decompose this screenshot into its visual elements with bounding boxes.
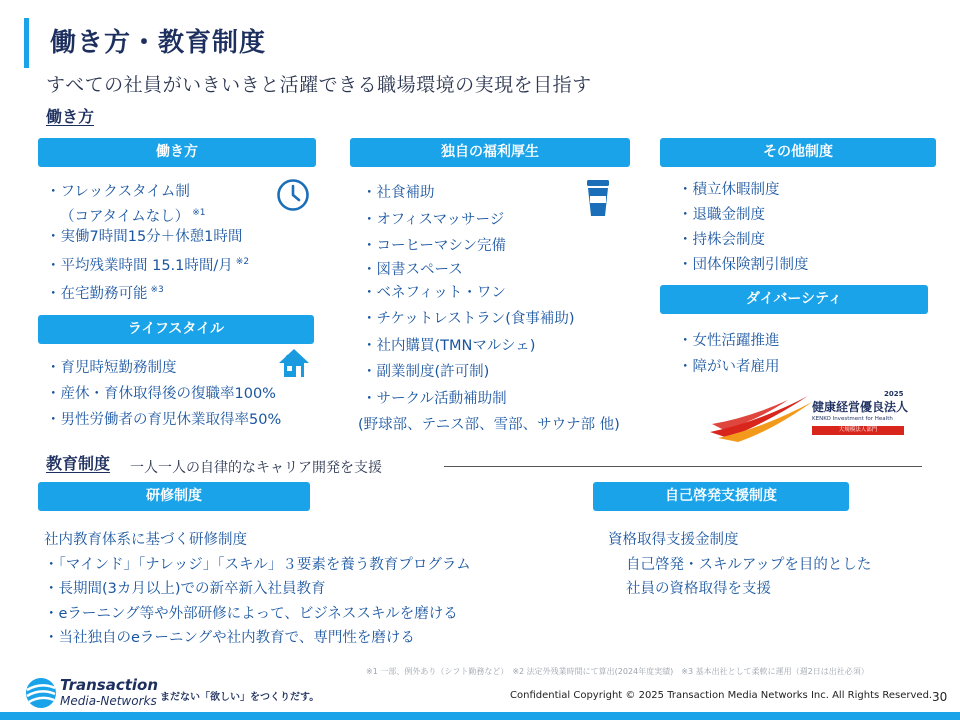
logo-line2: Media-Networks xyxy=(60,694,157,708)
footer-accent-line xyxy=(0,712,960,720)
list-item: ・コーヒーマシン完備 xyxy=(362,238,507,254)
copyright: Confidential Copyright © 2025 Transaction Media Networks Inc. All Rights Reserved. xyxy=(510,690,933,701)
list-item: ・女性活躍推進 xyxy=(678,333,780,349)
list-item: ・平均残業時間 15.1時間/月 $^{※2}$ xyxy=(46,256,250,274)
coffee-cup-icon xyxy=(584,178,612,218)
self-dev-label: 自己啓発支援制度 xyxy=(593,482,849,511)
list-item: 社員の資格取得を支援 xyxy=(626,581,771,597)
self-dev-list xyxy=(608,528,871,602)
badge-title: 健康経営優良法人 xyxy=(812,400,909,414)
badge-subtitle: KENKO Investment for Health xyxy=(812,416,893,422)
list-item: 社内教育体系に基づく研修制度 xyxy=(44,532,247,548)
list-item: ・団体保険割引制度 xyxy=(678,257,809,273)
page-title: 働き方・教育制度 xyxy=(50,28,267,58)
page-number: 30 xyxy=(932,690,948,704)
globe-logo-icon xyxy=(24,676,58,710)
list-item: ・オフィスマッサージ xyxy=(362,211,505,228)
list-item: ・社内購買(TMNマルシェ) xyxy=(362,337,536,354)
page-subtitle: すべての社員がいきいきと活躍できる職場環境の実現を目指す xyxy=(46,74,592,96)
list-item: ・「マインド」「ナレッジ」「スキル」３要素を養う教育プログラム xyxy=(44,556,471,573)
list-item: ・育児時短勤務制度 xyxy=(46,360,177,376)
work-style-heading: 働き方 xyxy=(46,107,95,126)
title-accent-bar xyxy=(24,18,29,68)
clock-icon xyxy=(276,178,310,212)
logo-line1: Transaction xyxy=(60,676,159,694)
list-item: ・退職金制度 xyxy=(678,207,765,223)
section-divider xyxy=(444,466,922,467)
welfare-list xyxy=(358,180,620,439)
education-caption: 一人一人の自律的なキャリア開発を支援 xyxy=(130,460,382,476)
list-item: ・在宅勤務可能 $^{※3}$ xyxy=(46,285,164,302)
badge-year: 2025 xyxy=(884,390,904,398)
list-item: ・持株会制度 xyxy=(678,232,765,248)
tagline: まだない「欲しい」をつくりだす。 xyxy=(160,692,320,703)
list-item: ・フレックスタイム制 xyxy=(46,184,190,200)
welfare-label: 独自の福利厚生 xyxy=(350,138,630,167)
list-item: ・ベネフィット・ワン xyxy=(362,284,506,301)
lifestyle-list xyxy=(46,355,281,433)
list-item: (野球部、テニス部、雪部、サウナ部 他) xyxy=(358,417,620,433)
house-icon xyxy=(276,346,312,380)
list-item: 自己啓発・スキルアップを目的とした xyxy=(626,556,872,573)
list-item: ・eラーニング等や外部研修によって、ビジネススキルを磨ける xyxy=(44,605,458,622)
health-management-badge xyxy=(708,392,908,444)
list-item: ・副業制度(許可制) xyxy=(362,364,490,380)
badge-swoosh-icon xyxy=(708,392,814,444)
list-item: ・当社独自のeラーニングや社内教育で、専門性を磨ける xyxy=(44,630,415,646)
diversity-label: ダイバーシティ xyxy=(660,285,928,314)
list-item: ・チケットレストラン(食事補助) xyxy=(362,311,575,327)
list-item: ・社食補助 xyxy=(362,185,435,201)
list-item: ・図書スペース xyxy=(362,261,463,278)
list-item: ・長期間(3カ月以上)での新卒新入社員教育 xyxy=(44,581,326,597)
list-item: ・積立休暇制度 xyxy=(678,182,780,198)
education-heading: 教育制度 xyxy=(46,454,111,473)
lifestyle-label: ライフスタイル xyxy=(38,315,314,344)
company-logo xyxy=(24,676,160,710)
training-list xyxy=(44,528,471,651)
footnotes: ※1 一部、例外あり（シフト勤務など） ※2 法定外残業時間にて算出(2024年度実績) ※3 基本出社として柔軟に運用（週2日は出社必須） xyxy=(366,667,869,676)
list-item: ・障がい者雇用 xyxy=(678,359,780,375)
list-item: ・産休・育休取得後の復職率100% xyxy=(46,386,276,402)
work-label: 働き方 xyxy=(38,138,316,167)
diversity-list xyxy=(678,328,780,380)
list-item: ・男性労働者の育児休業取得率50% xyxy=(46,412,282,428)
work-list xyxy=(46,180,249,306)
badge-tag: 大規模法人部門 xyxy=(812,426,904,435)
other-label: その他制度 xyxy=(660,138,936,167)
list-item: 資格取得支援金制度 xyxy=(608,532,739,548)
list-item: ・実働7時間15分＋休憩1時間 xyxy=(46,229,243,246)
other-list xyxy=(678,178,809,278)
training-label: 研修制度 xyxy=(38,482,310,511)
list-item: （コアタイムなし） $^{※1}$ xyxy=(60,207,206,225)
list-item: ・サークル活動補助制 xyxy=(362,390,507,407)
